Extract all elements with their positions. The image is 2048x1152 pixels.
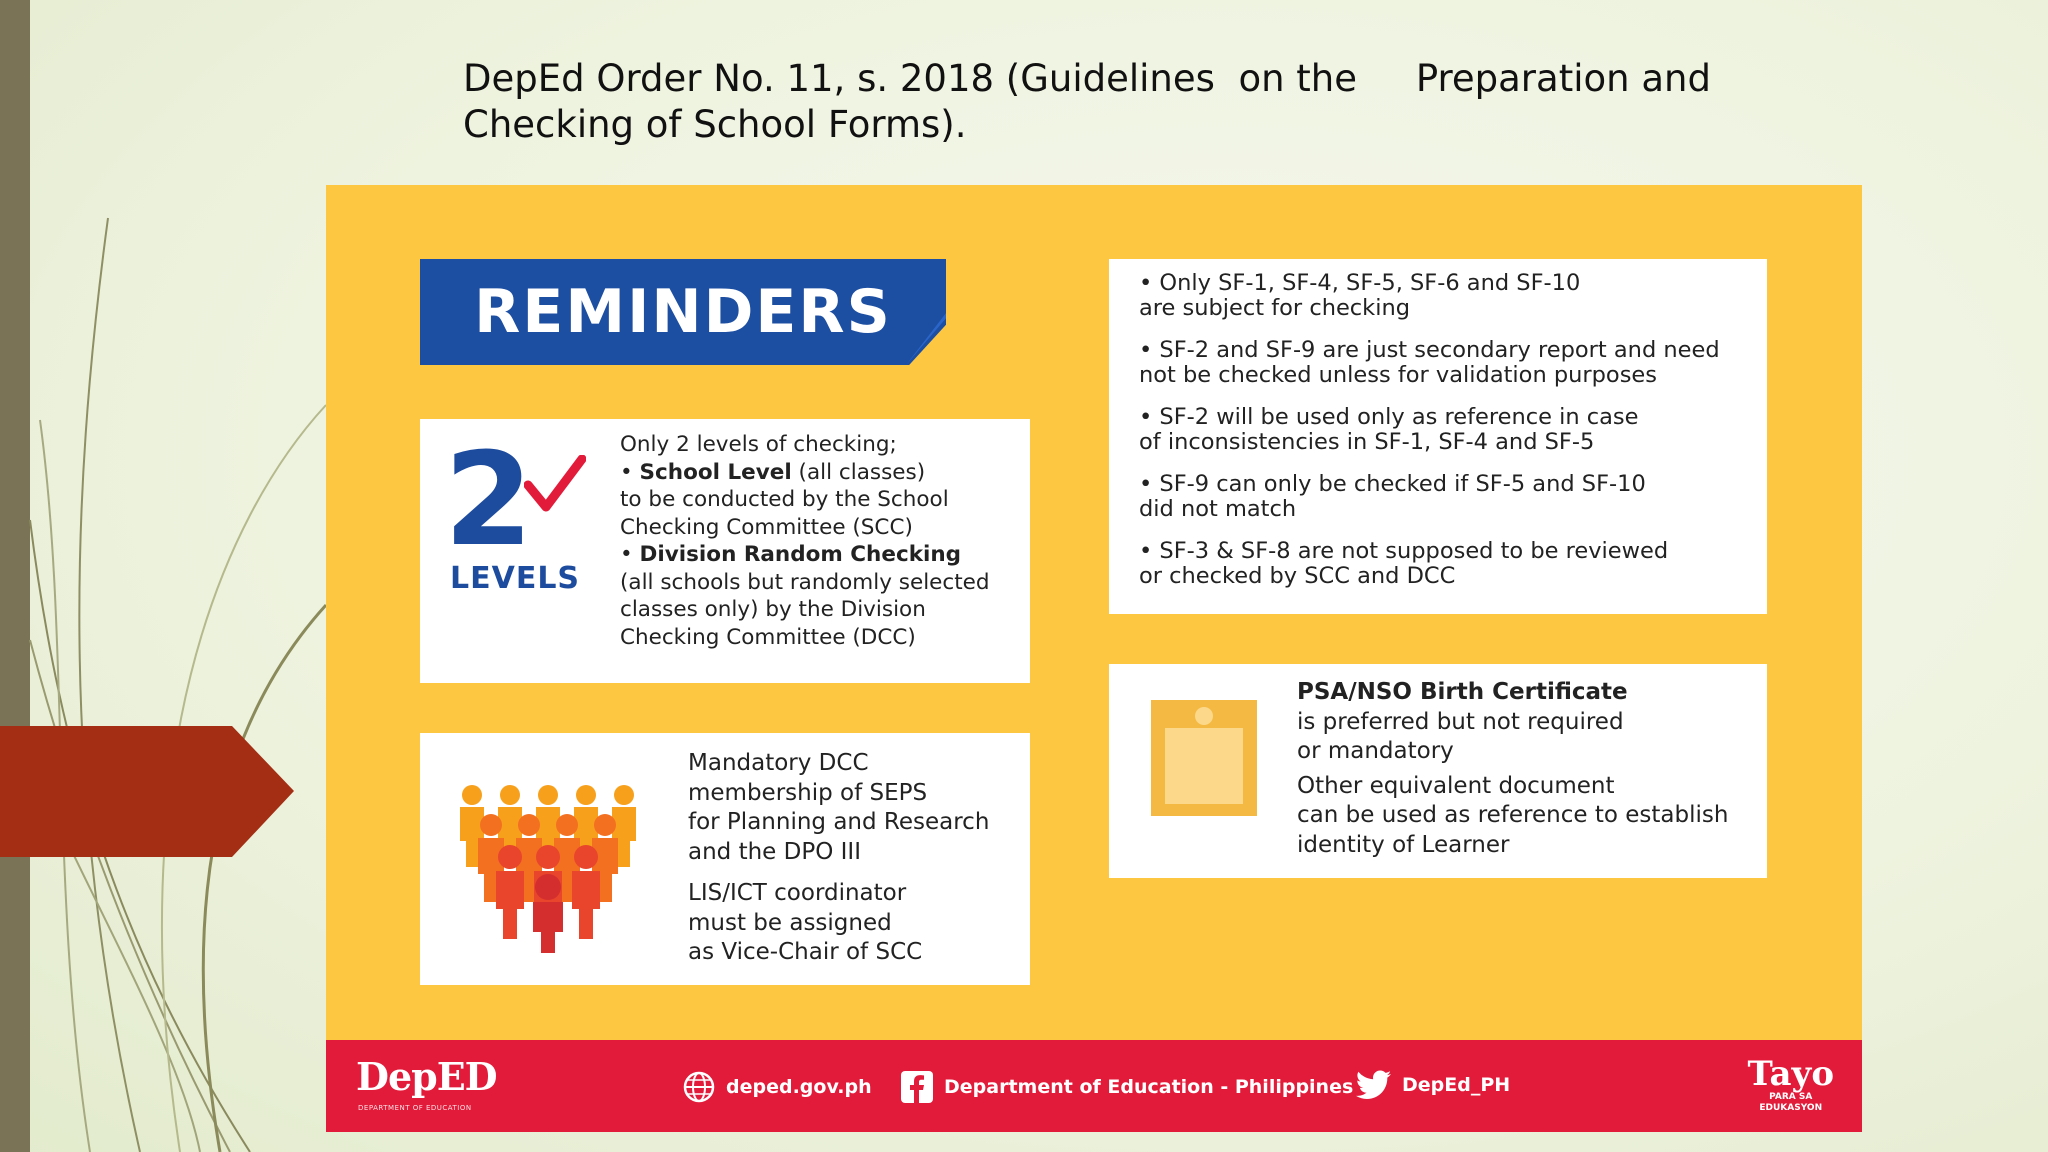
psa-line-3: Other equivalent document	[1297, 772, 1615, 799]
tayo-word: Tayo	[1747, 1054, 1834, 1094]
deped-logo: DepED	[356, 1054, 497, 1099]
sf-item-1-line-1: • Only SF-1, SF-4, SF-5, SF-6 and SF-10	[1139, 270, 1581, 296]
psa-line-2: or mandatory	[1297, 738, 1454, 764]
twitter-bird-icon	[1356, 1070, 1392, 1100]
reminders-banner-title: REMINDERS	[474, 277, 892, 347]
birth-certificate-card	[1109, 664, 1767, 878]
decorative-grass-lines	[0, 0, 340, 1152]
sf-item-4-line-2: did not match	[1139, 496, 1297, 522]
title-line-2: Checking of School Forms).	[463, 103, 967, 146]
slide-title	[463, 56, 1711, 148]
tayo-logo	[1747, 1056, 1834, 1114]
division-level-line: • Division Random Checking	[620, 542, 962, 567]
deped-logo-subtitle: DEPARTMENT OF EDUCATION	[358, 1104, 472, 1112]
ict-line-2: must be assigned	[688, 909, 892, 936]
sf-item-2-line-1: • SF-2 and SF-9 are just secondary report and need	[1139, 337, 1720, 363]
psa-preference-paragraph	[1297, 708, 1757, 767]
ict-line-3: as Vice-Chair of SCC	[688, 939, 923, 965]
school-level-detail-2: Checking Committee (SCC)	[620, 514, 913, 540]
sf-item-4-line-1: • SF-9 can only be checked if SF-5 and SF-10	[1139, 471, 1646, 497]
division-level-detail-2: classes only) by the Division	[620, 597, 926, 622]
birth-certificate-text	[1297, 678, 1757, 865]
people-group-icon	[454, 783, 654, 953]
psa-line-5: identity of Learner	[1297, 831, 1510, 858]
sf-item-5-line-1: • SF-3 & SF-8 are not supposed to be reviewed	[1139, 538, 1669, 564]
sf-item-1-line-2: are subject for checking	[1139, 295, 1410, 321]
dcc-description	[688, 749, 1018, 980]
school-level-detail-1: to be conducted by the School	[620, 487, 949, 512]
school-level-scope: (all classes)	[791, 459, 926, 485]
school-level-line: • School Level (all classes)	[620, 459, 926, 485]
sf-item-3-line-1: • SF-2 will be used only as reference in case	[1139, 404, 1639, 430]
title-line-1: DepEd Order No. 11, s. 2018 (Guidelines on the Preparation and	[463, 57, 1711, 100]
red-arrow-marker	[0, 726, 294, 857]
school-forms-list	[1139, 271, 1769, 606]
division-level-label: Division Random Checking	[639, 542, 962, 567]
website-label: deped.gov.ph	[726, 1076, 872, 1098]
twitter-link[interactable]	[1356, 1070, 1510, 1100]
checkmark-icon	[524, 455, 586, 513]
psa-line-1: is preferred but not required	[1297, 708, 1624, 735]
sf-item	[1139, 472, 1769, 522]
globe-icon	[682, 1070, 716, 1104]
dcc-line-1: Mandatory DCC	[688, 750, 869, 776]
division-level-detail-3: Checking Committee (DCC)	[620, 624, 916, 650]
dcc-line-2: membership of SEPS	[688, 779, 928, 806]
facebook-link[interactable]	[900, 1070, 1353, 1104]
document-clip-icon	[1151, 694, 1257, 816]
psa-line-4: can be used as reference to establish	[1297, 802, 1729, 828]
levels-card	[420, 419, 1030, 683]
sf-item	[1139, 539, 1769, 589]
twitter-label: DepEd_PH	[1402, 1074, 1511, 1096]
school-forms-card	[1109, 259, 1767, 614]
division-level-detail-1: (all schools but randomly selected	[620, 569, 990, 595]
levels-intro: Only 2 levels of checking;	[620, 432, 897, 457]
reminders-poster	[326, 185, 1862, 1132]
psa-heading: PSA/NSO Birth Certificate	[1297, 679, 1628, 705]
poster-footer	[326, 1040, 1862, 1132]
sf-item	[1139, 338, 1769, 388]
ict-coordinator-paragraph	[688, 879, 1018, 968]
tayo-sub-1: PARA SA	[1769, 1092, 1813, 1102]
dcc-line-3: for Planning and Research	[688, 809, 990, 835]
psa-alternative-paragraph	[1297, 772, 1757, 861]
levels-description	[620, 431, 1020, 651]
facebook-icon	[900, 1070, 934, 1104]
sf-item	[1139, 271, 1769, 321]
school-level-label: School Level	[639, 459, 792, 485]
ict-line-1: LIS/ICT coordinator	[688, 880, 907, 906]
facebook-label: Department of Education - Philippines	[944, 1076, 1354, 1098]
dcc-membership-paragraph	[688, 749, 1018, 867]
sf-item	[1139, 405, 1769, 455]
dcc-line-4: and the DPO III	[688, 838, 861, 865]
sf-item-3-line-2: of inconsistencies in SF-1, SF-4 and SF-5	[1139, 429, 1595, 455]
website-link[interactable]	[682, 1070, 872, 1104]
levels-word: LEVELS	[450, 561, 581, 596]
dcc-membership-card	[420, 733, 1030, 985]
sf-item-2-line-2: not be checked unless for validation purposes	[1139, 362, 1657, 388]
levels-number: 2	[444, 426, 534, 575]
sf-item-5-line-2: or checked by SCC and DCC	[1139, 563, 1456, 589]
tayo-sub-2: EDUKASYON	[1759, 1103, 1823, 1113]
